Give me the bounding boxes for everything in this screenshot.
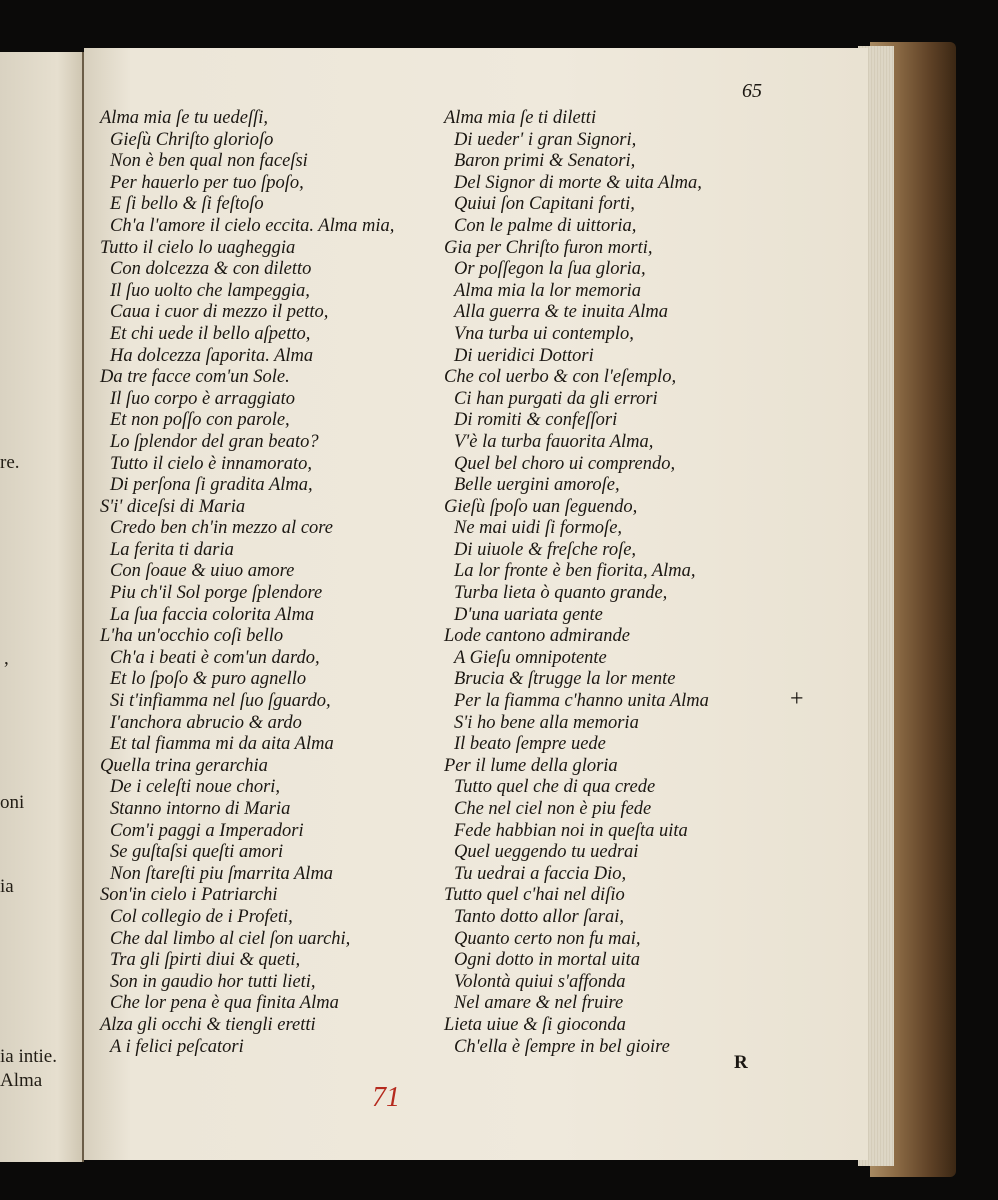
poem-line: Di ueridici Dottori	[454, 345, 594, 366]
poem-line: Nel amare & nel fruire	[454, 993, 624, 1014]
left-fragment-text: ia intie.	[0, 1046, 57, 1067]
poem-line: Alma mia ſe ti diletti	[444, 108, 597, 128]
poem-line: Tutto il cielo lo uagheggia	[100, 237, 296, 258]
poem-line: Quel ueggendo tu uedrai	[454, 842, 639, 863]
poem-line: Stanno intorno di Maria	[110, 799, 291, 819]
poem-line: Baron primi & Senatori,	[454, 151, 636, 172]
poem-line: L'ha un'occhio coſi bello	[100, 626, 284, 647]
poem-line: Per il lume della gloria	[444, 755, 618, 776]
poem-line: Per hauerlo per tuo ſpoſo,	[110, 172, 304, 193]
left-fragment-text: Alma	[0, 1070, 43, 1091]
poem-line: Credo ben ch'in mezzo al core	[110, 518, 334, 539]
poem-line: Del Signor di morte & uita Alma,	[454, 172, 702, 193]
poem-line: Com'i paggi a Imperadori	[110, 820, 304, 841]
poem-line: Da tre facce com'un Sole.	[100, 367, 290, 388]
poem-line: Tra gli ſpirti diui & queti,	[110, 950, 301, 971]
poem-line: Di romiti & confeſſori	[454, 410, 618, 431]
poem-line: Turba lieta ò quanto grande,	[454, 583, 668, 604]
poem-line: Et tal fiamma mi da aita Alma	[110, 734, 334, 755]
poem-line: Alma mia ſe tu uedeſſi,	[100, 108, 269, 128]
poem-line: Ch'ella è ſempre in bel gioire	[454, 1036, 670, 1057]
poem-line: Brucia & ſtrugge la lor mente	[454, 669, 676, 690]
poem-line: S'i ho bene alla memoria	[454, 712, 639, 733]
left-fragment-text: ia	[0, 876, 14, 897]
poem-line: Gia per Chriſto furon morti,	[444, 237, 653, 258]
poem-line: Di uiuole & freſche roſe,	[454, 539, 637, 560]
poem-line: Ogni dotto in mortal uita	[454, 950, 641, 971]
poem-line: De i celeſti noue chori,	[110, 777, 281, 798]
poem-line: Si t'infiamma nel ſuo ſguardo,	[110, 691, 331, 712]
poem-line: Lode cantono admirande	[444, 626, 631, 647]
poem-line: V'è la turba fauorita Alma,	[454, 431, 654, 452]
poem-line: Non è ben qual non faceſsi	[110, 151, 308, 172]
poem-line: Et non poſſo con parole,	[110, 410, 290, 431]
poem-line: Col collegio de i Profeti,	[110, 906, 293, 927]
poem-line: Non ſtareſti piu ſmarrita Alma	[110, 863, 334, 884]
poem-line: Di ueder' i gran Signori,	[454, 129, 637, 150]
poem-line: Ha dolcezza ſaporita. Alma	[110, 345, 314, 366]
poem-line: Quiui ſon Capitani forti,	[454, 194, 635, 215]
right-text-column	[444, 108, 709, 1058]
poem-line: Tutto quel che di qua crede	[454, 777, 656, 798]
poem-line: A i felici peſcatori	[110, 1036, 244, 1057]
poem-line: Quel bel choro ui comprendo,	[454, 453, 676, 474]
poem-line: Gieſù Chriſto glorioſo	[110, 129, 274, 150]
poem-line: D'una uariata gente	[454, 604, 603, 625]
poem-line: Gieſù ſpoſo uan ſeguendo,	[444, 496, 638, 517]
poem-line: Che dal limbo al ciel ſon uarchi,	[110, 928, 351, 949]
poem-line: Con dolcezza & con diletto	[110, 259, 312, 280]
left-fragment-text: oni	[0, 792, 25, 813]
poem-line: La lor fronte è ben fiorita, Alma,	[454, 561, 696, 582]
left-fragment-text: re.	[0, 452, 20, 473]
poem-line: E ſi bello & ſi feſtoſo	[110, 194, 264, 215]
poem-line: Fede habbian noi in queſta uita	[454, 820, 688, 841]
left-fragment-text: ,	[4, 648, 9, 669]
poem-line: Vna turba ui contemplo,	[454, 323, 634, 344]
poem-line: Per la fiamma c'hanno unita Alma	[454, 691, 709, 712]
poem-line: Ch'a l'amore il cielo eccita. Alma mia,	[110, 215, 395, 236]
poem-line: La ferita ti daria	[110, 539, 234, 560]
poem-line: I'anchora abrucio & ardo	[110, 712, 302, 733]
poem-line: Alza gli occhi & tiengli eretti	[100, 1014, 316, 1035]
poem-line: Tutto il cielo è innamorato,	[110, 453, 312, 474]
poem-line: Ci han purgati da gli errori	[454, 388, 658, 409]
poem-line: Alma mia la lor memoria	[454, 280, 642, 301]
poem-line: Volontà quiui s'affonda	[454, 971, 626, 992]
poem-line: Con le palme di uittoria,	[454, 215, 637, 236]
poem-line: S'i' diceſsi di Maria	[100, 496, 246, 517]
poem-line: Il ſuo uolto che lampeggia,	[110, 280, 310, 301]
page-number: 65	[742, 80, 762, 102]
poem-line: Quanto certo non fu mai,	[454, 928, 641, 949]
marginal-mark: +	[790, 686, 804, 712]
poem-line: Se guſtaſsi queſti amori	[110, 842, 284, 863]
poem-line: Lo ſplendor del gran beato?	[110, 431, 319, 452]
poem-line: Tanto dotto allor ſarai,	[454, 906, 624, 927]
poem-line: Ch'a i beati è com'un dardo,	[110, 647, 320, 668]
poem-line: Quella trina gerarchia	[100, 755, 268, 776]
poem-line: Il beato ſempre uede	[454, 734, 606, 755]
poem-line: La ſua faccia colorita Alma	[110, 604, 315, 625]
left-page-fragment	[0, 52, 84, 1162]
poem-line: Belle uergini amoroſe,	[454, 475, 620, 496]
poem-line: Di perſona ſi gradita Alma,	[110, 475, 313, 496]
poem-line: Che nel ciel non è piu fede	[454, 799, 652, 819]
catchword: R	[734, 1052, 748, 1073]
poem-line: A Gieſu omnipotente	[454, 647, 607, 668]
poem-line: Son in gaudio hor tutti lieti,	[110, 971, 316, 992]
poem-line: Con ſoaue & uiuo amore	[110, 561, 295, 582]
poem-line: Che col uerbo & con l'eſemplo,	[444, 367, 677, 388]
poem-line: Et lo ſpoſo & puro agnello	[110, 669, 307, 690]
poem-line: Ne mai uidi ſi formoſe,	[454, 518, 623, 539]
poem-line: Tu uedrai a faccia Dio,	[454, 863, 627, 884]
poem-line: Lieta uiue & ſi gioconda	[444, 1014, 626, 1035]
poem-line: Or poſſegon la ſua gloria,	[454, 259, 646, 280]
poem-line: Alla guerra & te inuita Alma	[454, 302, 668, 323]
poem-line: Piu ch'il Sol porge ſplendore	[110, 583, 323, 604]
poem-line: Et chi uede il bello aſpetto,	[110, 323, 311, 344]
handwritten-folio-number: 71	[372, 1082, 400, 1113]
poem-line: Che lor pena è qua finita Alma	[110, 993, 339, 1014]
poem-line: Il ſuo corpo è arraggiato	[110, 388, 295, 409]
poem-line: Caua i cuor di mezzo il petto,	[110, 302, 329, 323]
poem-line: Tutto quel c'hai nel diſio	[444, 885, 625, 906]
poem-line: Son'in cielo i Patriarchi	[100, 885, 278, 906]
left-text-column	[100, 108, 394, 1058]
